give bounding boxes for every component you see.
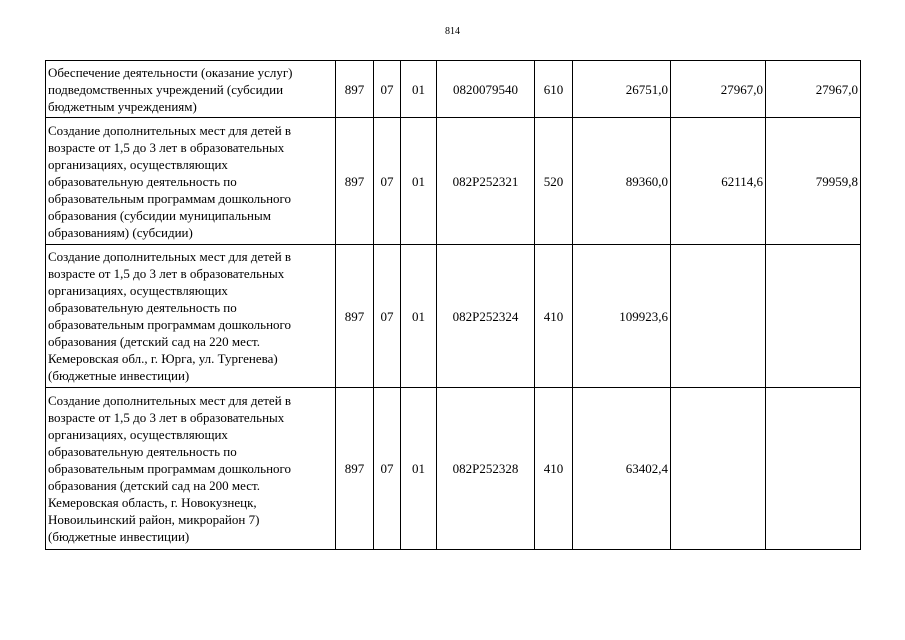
description-line: организациях, осуществляющих (48, 427, 228, 442)
amount-year-2-cell: 27967,0 (671, 61, 766, 118)
target-article-cell: 082P252324 (437, 245, 535, 388)
description-cell (46, 61, 336, 118)
amount-year-3-cell: 79959,8 (766, 118, 861, 245)
description-line: организациях, осуществляющих (48, 283, 228, 298)
subsection-code-cell: 01 (401, 388, 437, 550)
description-line: образовательным программам дошкольного (48, 190, 292, 206)
budget-table (45, 60, 861, 550)
section-code-cell: 07 (374, 61, 401, 118)
table-row (46, 61, 861, 118)
amount-year-1-cell: 63402,4 (573, 388, 671, 550)
target-article-cell: 0820079540 (437, 61, 535, 118)
ministry-code-cell: 897 (336, 61, 374, 118)
ministry-code-cell: 897 (336, 245, 374, 388)
description-line: (бюджетные инвестиции) (48, 529, 190, 544)
expense-type-cell: 410 (535, 388, 573, 550)
description-cell (46, 245, 336, 388)
description-line: образовательную деятельность по (48, 300, 237, 315)
description-line: возрасте от 1,5 до 3 лет в образовательных (48, 410, 285, 425)
table-row (46, 388, 861, 550)
amount-year-3-cell (766, 245, 861, 388)
amount-year-1-cell: 109923,6 (573, 245, 671, 388)
subsection-code-cell: 01 (401, 245, 437, 388)
description-line: Кемеровская обл., г. Юрга, ул. Тургенева) (48, 351, 278, 366)
expense-type-cell: 520 (535, 118, 573, 245)
subsection-code-cell: 01 (401, 118, 437, 245)
table-row (46, 118, 861, 245)
description-line: возрасте от 1,5 до 3 лет в образовательных (48, 139, 285, 155)
description-line: образования (детский сад на 200 мест. (48, 478, 260, 493)
description-line: образовательную деятельность по (48, 173, 237, 189)
description-line: Кемеровская область, г. Новокузнецк, (48, 495, 257, 510)
description-line: Обеспечение деятельности (оказание услуг) (48, 64, 293, 80)
description-line: подведомственных учреждений (субсидии (48, 81, 284, 97)
amount-year-2-cell: 62114,6 (671, 118, 766, 245)
subsection-code-cell: 01 (401, 61, 437, 118)
description-line: образовательным программам дошкольного (48, 317, 292, 332)
description-line: возрасте от 1,5 до 3 лет в образовательных (48, 266, 285, 281)
description-line: образования (субсидии муниципальным (48, 207, 271, 223)
description-line: образованиям) (субсидии) (48, 224, 193, 240)
amount-year-2-cell (671, 245, 766, 388)
amount-year-3-cell (766, 388, 861, 550)
description-line: бюджетным учреждениям) (48, 98, 197, 114)
ministry-code-cell: 897 (336, 388, 374, 550)
description-line: Новоильинский район, микрорайон 7) (48, 512, 260, 527)
section-code-cell: 07 (374, 245, 401, 388)
amount-year-2-cell (671, 388, 766, 550)
amount-year-1-cell: 26751,0 (573, 61, 671, 118)
table-row (46, 245, 861, 388)
description-line: (бюджетные инвестиции) (48, 368, 190, 383)
description-line: организациях, осуществляющих (48, 156, 228, 172)
amount-year-1-cell: 89360,0 (573, 118, 671, 245)
section-code-cell: 07 (374, 388, 401, 550)
description-line: Создание дополнительных мест для детей в (48, 249, 292, 264)
expense-type-cell: 410 (535, 245, 573, 388)
description-cell (46, 388, 336, 550)
page-number: 814 (445, 26, 460, 37)
section-code-cell: 07 (374, 118, 401, 245)
description-line: образовательным программам дошкольного (48, 461, 292, 476)
description-line: образования (детский сад на 220 мест. (48, 334, 260, 349)
ministry-code-cell: 897 (336, 118, 374, 245)
target-article-cell: 082P252328 (437, 388, 535, 550)
budget-table-body (46, 61, 861, 550)
amount-year-3-cell: 27967,0 (766, 61, 861, 118)
description-line: Создание дополнительных мест для детей в (48, 122, 292, 138)
description-cell (46, 118, 336, 245)
description-line: образовательную деятельность по (48, 444, 237, 459)
description-line: Создание дополнительных мест для детей в (48, 393, 292, 408)
target-article-cell: 082P252321 (437, 118, 535, 245)
expense-type-cell: 610 (535, 61, 573, 118)
